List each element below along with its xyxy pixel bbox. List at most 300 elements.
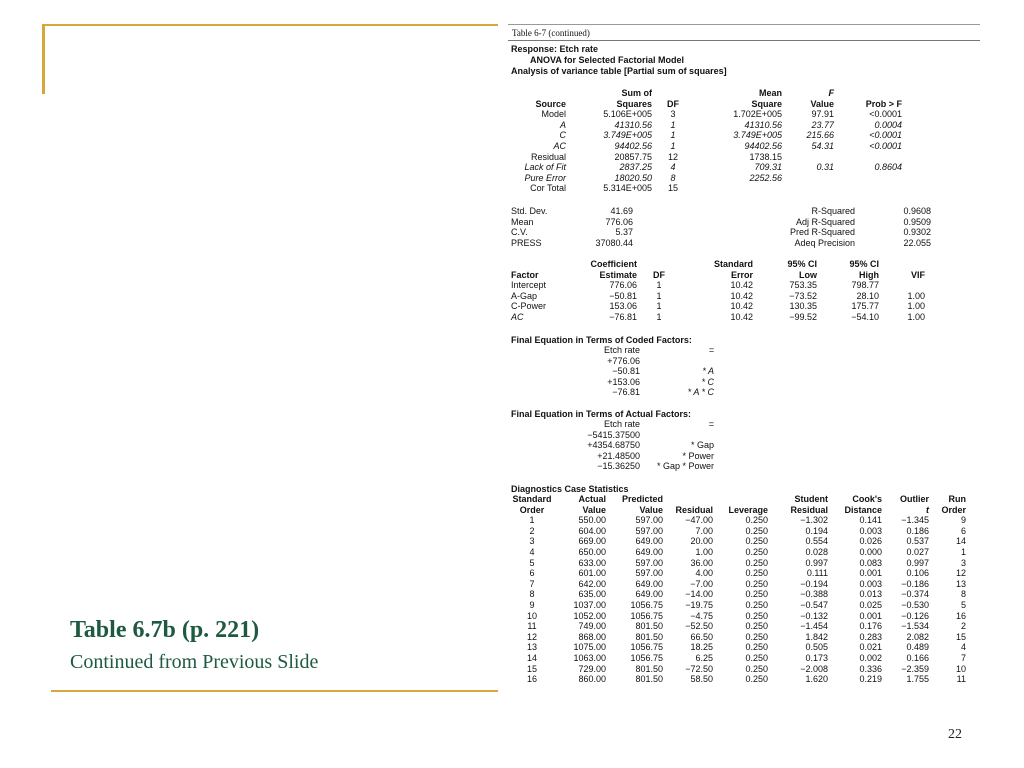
diag-cell: 6.25 <box>695 652 713 663</box>
coef-header-cell: 95% CI <box>849 259 879 269</box>
diag-cell: 550.00 <box>578 515 606 526</box>
stats-cell: R-Squared <box>811 206 855 216</box>
anova-cell: 8 <box>670 172 676 183</box>
diag-cell: 0.250 <box>745 515 768 526</box>
diag-header-row <box>511 505 966 516</box>
caption-rule <box>508 40 980 41</box>
diag-cell: 0.250 <box>745 621 768 632</box>
anova-cell: 41310.56 <box>744 119 782 130</box>
coef-cell: 130.35 <box>789 301 817 312</box>
coef-cell: 10.42 <box>730 311 753 322</box>
coef-cell: 1 <box>656 280 662 291</box>
coef-header-cell <box>879 259 925 270</box>
diag-cell: 0.083 <box>859 557 882 568</box>
coef-cell: 776.06 <box>609 280 637 291</box>
anova-cell: 5.106E+005 <box>603 109 652 120</box>
anova-cell: 0.8604 <box>874 162 902 173</box>
diag-cell: 12 <box>955 568 966 579</box>
coded-eq-cell: = <box>708 345 714 355</box>
anova-cell <box>782 183 834 194</box>
coef-header-cell: Error <box>730 269 753 280</box>
anova-cell: 1738.15 <box>749 151 782 162</box>
diag-cell: 597.00 <box>635 515 663 526</box>
diag-cell: 0.250 <box>745 568 768 579</box>
diag-cell: 0.250 <box>745 663 768 674</box>
diag-cell: 0.250 <box>745 525 768 536</box>
diag-header-cell: Run <box>948 494 966 504</box>
actual-eq-cell: +4354.68750 <box>587 440 640 451</box>
coef-header-cell: High <box>859 269 879 280</box>
diag-cell: 0.489 <box>906 642 929 653</box>
anova-header-cell <box>652 88 694 99</box>
stats-cell: 22.055 <box>903 237 931 248</box>
diag-cell: 868.00 <box>578 631 606 642</box>
anova-cell: <0.0001 <box>869 140 902 151</box>
coef-cell: 10.42 <box>730 301 753 312</box>
diag-cell: 1.620 <box>805 674 828 685</box>
diag-header-row <box>511 494 966 505</box>
diag-cell: 0.028 <box>805 546 828 557</box>
anova-cell: 97.91 <box>811 109 834 120</box>
anova-header-cell: F <box>828 88 834 98</box>
coef-header-cell: 95% CI <box>787 259 817 269</box>
diag-header-cell: Residual <box>790 504 828 515</box>
coef-cell: 153.06 <box>609 301 637 312</box>
diag-cell: 0.173 <box>805 652 828 663</box>
diag-cell: 20.00 <box>690 536 713 547</box>
actual-eq-row <box>566 419 714 430</box>
actual-equation-table <box>566 419 714 472</box>
actual-equation-title: Final Equation in Terms of Actual Factors: <box>511 409 692 419</box>
anova-cell: 54.31 <box>811 140 834 151</box>
coef-cell: −54.10 <box>851 311 879 322</box>
anova-cell: Pure Error <box>524 172 566 183</box>
coef-header-row <box>511 259 925 270</box>
diag-cell: 13 <box>526 642 537 653</box>
anova-header-cell: Source <box>535 98 566 109</box>
anova-cell: <0.0001 <box>869 109 902 120</box>
diag-cell: 0.027 <box>906 546 929 557</box>
anova-cell: 709.31 <box>754 162 782 173</box>
diag-cell: 0.336 <box>859 663 882 674</box>
stats-cell: 0.9509 <box>903 216 931 227</box>
diag-row <box>511 536 966 547</box>
diag-header-cell: Cook's <box>852 494 882 504</box>
coded-eq-row <box>586 387 714 398</box>
anova-cell: C <box>559 130 566 141</box>
coded-equation-table <box>586 345 714 398</box>
diag-cell: −0.547 <box>800 599 828 610</box>
diag-cell: 649.00 <box>635 578 663 589</box>
coef-cell: −73.52 <box>789 290 817 301</box>
page-number: 22 <box>948 727 962 742</box>
coded-eq-row <box>586 377 714 388</box>
diag-cell: 604.00 <box>578 525 606 536</box>
anova-title: ANOVA for Selected Factorial Model <box>530 55 685 65</box>
slide-subtitle: Continued from Previous Slide <box>70 651 319 673</box>
coef-cell: 1 <box>656 311 662 322</box>
anova-header-cell: Mean <box>758 88 782 98</box>
coef-header-cell: Estimate <box>599 269 637 280</box>
diag-cell: 0.250 <box>745 674 768 685</box>
diag-cell: 3 <box>960 557 966 568</box>
anova-cell: 3 <box>670 109 676 120</box>
diag-cell: 0.250 <box>745 546 768 557</box>
diag-row <box>511 674 966 685</box>
diag-cell: 15 <box>955 631 966 642</box>
stats-cell: Pred R-Squared <box>789 227 855 238</box>
anova-cell: 1 <box>670 130 676 141</box>
diag-cell: 1.842 <box>805 631 828 642</box>
diag-cell: 0.026 <box>859 536 882 547</box>
anova-cell: 1 <box>670 119 676 130</box>
coef-header-cell: Standard <box>713 259 753 269</box>
anova-cell: 0.0004 <box>874 119 902 130</box>
anova-row <box>524 141 902 152</box>
diag-cell: 0.166 <box>906 652 929 663</box>
diag-cell: −19.75 <box>685 599 713 610</box>
stats-row <box>511 227 931 238</box>
anova-row <box>524 120 902 131</box>
anova-cell: 23.77 <box>811 119 834 130</box>
diag-row <box>511 611 966 622</box>
coded-eq-cell: −50.81 <box>612 366 640 377</box>
anova-subtitle: Analysis of variance table [Partial sum of squares] <box>511 66 727 76</box>
coef-cell: −76.81 <box>609 311 637 322</box>
coef-cell: 753.35 <box>789 280 817 291</box>
diag-cell: 7 <box>960 652 966 663</box>
accent-frame-top <box>42 24 498 26</box>
diag-cell: 749.00 <box>578 621 606 632</box>
coef-cell: C-Power <box>511 301 547 312</box>
diag-cell: −0.132 <box>800 610 828 621</box>
diag-cell: 633.00 <box>578 557 606 568</box>
fit-statistics-table <box>511 206 931 248</box>
stats-cell: C.V. <box>511 227 528 238</box>
diag-cell: 0.250 <box>745 557 768 568</box>
diag-header-cell: Leverage <box>728 504 768 515</box>
anova-cell: 2252.56 <box>749 172 782 183</box>
anova-header-cell: Prob > F <box>865 98 902 109</box>
diag-cell: 1075.00 <box>573 642 606 653</box>
diag-cell: 0.554 <box>805 536 828 547</box>
diag-header-cell: Actual <box>578 494 606 504</box>
diag-row <box>511 664 966 675</box>
diag-cell: 1052.00 <box>573 610 606 621</box>
anova-cell: Lack of Fit <box>524 162 566 173</box>
anova-row <box>524 183 902 194</box>
stats-cell: Std. Dev. <box>511 206 548 216</box>
actual-eq-cell: Etch rate <box>603 419 640 429</box>
diag-cell: 729.00 <box>578 663 606 674</box>
diag-row <box>511 579 966 590</box>
response-heading: Response: Etch rate <box>511 44 599 54</box>
diag-cell: 0.001 <box>859 610 882 621</box>
diag-cell: −72.50 <box>685 663 713 674</box>
coefficient-table <box>511 259 925 323</box>
diag-cell: 10 <box>526 610 537 621</box>
diag-cell: 18.25 <box>690 642 713 653</box>
anova-cell: 12 <box>667 151 678 162</box>
actual-eq-row <box>566 430 714 441</box>
actual-eq-cell: −5415.37500 <box>587 429 640 440</box>
diag-cell: −4.75 <box>690 610 713 621</box>
diag-cell: 58.50 <box>690 674 713 685</box>
coef-row <box>511 301 925 312</box>
anova-cell: 41310.56 <box>614 119 652 130</box>
diag-cell: 801.50 <box>635 621 663 632</box>
anova-cell <box>834 152 902 163</box>
diag-cell: −2.008 <box>800 663 828 674</box>
stats-row <box>511 206 931 217</box>
diag-cell: 0.001 <box>859 568 882 579</box>
coded-eq-cell: * C <box>701 376 714 387</box>
diag-cell: 1063.00 <box>573 652 606 663</box>
coef-cell: 1.00 <box>907 301 925 312</box>
diag-cell: 7 <box>529 578 535 589</box>
diag-cell: −0.374 <box>901 589 929 600</box>
diag-cell: 0.283 <box>859 631 882 642</box>
diag-row <box>511 600 966 611</box>
coded-eq-row <box>586 366 714 377</box>
coef-cell: 10.42 <box>730 280 753 291</box>
diag-cell: 5 <box>960 599 966 610</box>
coded-eq-cell: +776.06 <box>607 355 640 366</box>
coef-header-cell: Factor <box>511 269 539 280</box>
diag-cell: −52.50 <box>685 621 713 632</box>
diag-cell: 10 <box>955 663 966 674</box>
diag-cell: 0.176 <box>859 621 882 632</box>
diag-cell: 0.250 <box>745 642 768 653</box>
diag-cell: 601.00 <box>578 568 606 579</box>
diag-cell: −2.359 <box>901 663 929 674</box>
actual-eq-cell: −15.36250 <box>597 461 640 472</box>
diag-row <box>511 526 966 537</box>
anova-cell <box>834 183 902 194</box>
diag-cell: −47.00 <box>685 515 713 526</box>
diag-cell: 649.00 <box>635 536 663 547</box>
diag-cell: 3 <box>529 536 535 547</box>
anova-header-row <box>524 99 902 110</box>
diag-header-cell: Standard <box>512 494 552 504</box>
anova-header-cell <box>834 88 902 99</box>
diag-cell: 12 <box>526 631 537 642</box>
stats-cell: Adj R-Squared <box>795 216 855 227</box>
diag-cell: 597.00 <box>635 525 663 536</box>
coef-cell: 1 <box>656 290 662 301</box>
diag-cell: 14 <box>955 536 966 547</box>
diag-cell: 1056.75 <box>630 610 663 621</box>
actual-eq-cell: = <box>708 419 714 429</box>
diag-cell: 2.082 <box>906 631 929 642</box>
diag-row <box>511 568 966 579</box>
diag-cell: −0.530 <box>901 599 929 610</box>
diag-cell: 9 <box>960 515 966 526</box>
actual-eq-cell: * Power <box>682 450 714 461</box>
coef-cell: −50.81 <box>609 290 637 301</box>
stats-cell: PRESS <box>511 237 542 248</box>
diag-cell: 1056.75 <box>630 652 663 663</box>
diag-row <box>511 515 966 526</box>
diag-cell: −7.00 <box>690 578 713 589</box>
diag-cell: 0.250 <box>745 536 768 547</box>
diagnostics-title: Diagnostics Case Statistics <box>511 484 629 494</box>
coef-row <box>511 280 925 291</box>
coded-eq-cell: * A <box>702 366 714 377</box>
accent-frame-bottom <box>51 690 498 692</box>
anova-cell <box>782 152 834 163</box>
coef-cell: 28.10 <box>856 290 879 301</box>
diag-cell: 36.00 <box>690 557 713 568</box>
diag-cell: 1.00 <box>695 546 713 557</box>
diag-cell: −0.126 <box>901 610 929 621</box>
diag-cell: 860.00 <box>578 674 606 685</box>
slide-title: Table 6.7b (p. 221) <box>70 617 260 643</box>
actual-eq-row <box>566 440 714 451</box>
diag-header-cell: Order <box>519 504 545 515</box>
diag-header-cell: Order <box>941 504 966 515</box>
diag-cell: 6 <box>529 568 535 579</box>
actual-eq-row <box>566 461 714 472</box>
diag-cell: −0.194 <box>800 578 828 589</box>
diag-cell: −1.534 <box>901 621 929 632</box>
anova-cell: Model <box>541 109 566 120</box>
anova-cell: 3.749E+005 <box>733 130 782 141</box>
diag-cell: 4 <box>960 642 966 653</box>
anova-cell: 1 <box>670 140 676 151</box>
accent-frame-left <box>42 24 45 94</box>
stats-cell: 776.06 <box>605 216 633 227</box>
diag-header-cell: Value <box>582 504 606 515</box>
coef-row <box>511 291 925 302</box>
anova-header-cell <box>524 88 566 99</box>
diag-cell: 0.106 <box>906 568 929 579</box>
anova-row <box>524 162 902 173</box>
scanned-table-document <box>504 22 980 690</box>
diag-cell: 4 <box>529 546 535 557</box>
anova-cell: A <box>559 119 566 130</box>
diag-cell: 7.00 <box>695 525 713 536</box>
anova-header-row <box>524 88 902 99</box>
coef-cell: 1 <box>656 301 662 312</box>
anova-cell: 18020.50 <box>614 172 652 183</box>
coef-header-cell: DF <box>653 269 665 280</box>
diag-cell: 8 <box>529 589 535 600</box>
diag-cell: 0.219 <box>859 674 882 685</box>
diag-row <box>511 589 966 600</box>
coef-cell: Intercept <box>511 280 547 291</box>
coef-cell: 175.77 <box>851 301 879 312</box>
diagnostics-table <box>511 494 966 685</box>
coded-eq-cell: +153.06 <box>607 376 640 387</box>
diag-cell: 9 <box>529 599 535 610</box>
coded-equation-title: Final Equation in Terms of Coded Factors: <box>511 335 692 345</box>
diag-header-cell: Student <box>794 494 828 504</box>
anova-cell: 15 <box>667 183 678 194</box>
diag-cell: 5 <box>529 557 535 568</box>
stats-row <box>511 238 931 249</box>
diag-cell: 597.00 <box>635 557 663 568</box>
diag-cell: 13 <box>955 578 966 589</box>
anova-cell: 1.702E+005 <box>733 109 782 120</box>
diag-cell: 0.000 <box>859 546 882 557</box>
coef-cell: A-Gap <box>511 290 538 301</box>
diag-row <box>511 547 966 558</box>
diag-cell: 0.250 <box>745 610 768 621</box>
diag-cell: 4.00 <box>695 568 713 579</box>
diag-cell: 801.50 <box>635 674 663 685</box>
diag-header-cell: t <box>926 504 929 515</box>
diag-cell: −0.186 <box>901 578 929 589</box>
diag-header-cell: Outlier <box>899 494 929 504</box>
diag-cell: −1.302 <box>800 515 828 526</box>
diag-cell: 0.997 <box>906 557 929 568</box>
diag-cell: 0.250 <box>745 631 768 642</box>
anova-row <box>524 109 902 120</box>
diag-cell: 0.186 <box>906 525 929 536</box>
diag-cell: 0.194 <box>805 525 828 536</box>
stats-cell: 5.37 <box>615 227 633 238</box>
coef-cell: 10.42 <box>730 290 753 301</box>
anova-row <box>524 130 902 141</box>
diag-cell: 11 <box>956 674 966 685</box>
coef-cell: 1.00 <box>907 311 925 322</box>
diag-cell: 1 <box>960 546 966 557</box>
anova-cell: <0.0001 <box>869 130 902 141</box>
anova-cell: 0.31 <box>816 162 834 173</box>
actual-eq-cell <box>640 430 714 441</box>
coef-header-cell: VIF <box>910 269 925 280</box>
diag-header-cell <box>663 494 713 505</box>
anova-cell: 4 <box>670 162 676 173</box>
diag-cell: 66.50 <box>690 631 713 642</box>
coef-header-cell: Low <box>799 269 817 280</box>
diag-header-cell: Predicted <box>621 494 663 504</box>
coef-cell: 1.00 <box>907 290 925 301</box>
diag-cell: 0.003 <box>859 578 882 589</box>
diag-cell: 15 <box>526 663 537 674</box>
actual-eq-cell: +21.48500 <box>597 450 640 461</box>
anova-cell <box>834 173 902 184</box>
diag-row <box>511 653 966 664</box>
table-caption: Table 6-7 (continued) <box>512 28 590 38</box>
diag-cell: 801.50 <box>635 631 663 642</box>
doc-top-rule <box>508 24 980 25</box>
anova-table <box>524 88 902 194</box>
diag-cell: 14 <box>526 652 537 663</box>
diag-cell: 0.505 <box>805 642 828 653</box>
stats-row <box>511 217 931 228</box>
stats-cell: 37080.44 <box>595 237 633 248</box>
diag-cell: 635.00 <box>578 589 606 600</box>
anova-cell <box>782 173 834 184</box>
diag-cell: 1056.75 <box>630 642 663 653</box>
stats-cell: 41.69 <box>610 206 633 216</box>
diag-cell: 0.250 <box>745 652 768 663</box>
anova-header-cell: Sum of <box>621 88 652 98</box>
diag-cell: 2 <box>960 621 966 632</box>
anova-cell: 94402.56 <box>744 140 782 151</box>
diag-cell: 0.537 <box>906 536 929 547</box>
diag-cell: −1.345 <box>901 515 929 526</box>
coef-header-cell <box>637 259 681 270</box>
diag-cell: −1.454 <box>800 621 828 632</box>
diag-cell: 6 <box>960 525 966 536</box>
diag-cell: 649.00 <box>635 589 663 600</box>
diag-row <box>511 632 966 643</box>
coded-eq-row <box>586 356 714 367</box>
coded-eq-cell <box>640 356 714 367</box>
